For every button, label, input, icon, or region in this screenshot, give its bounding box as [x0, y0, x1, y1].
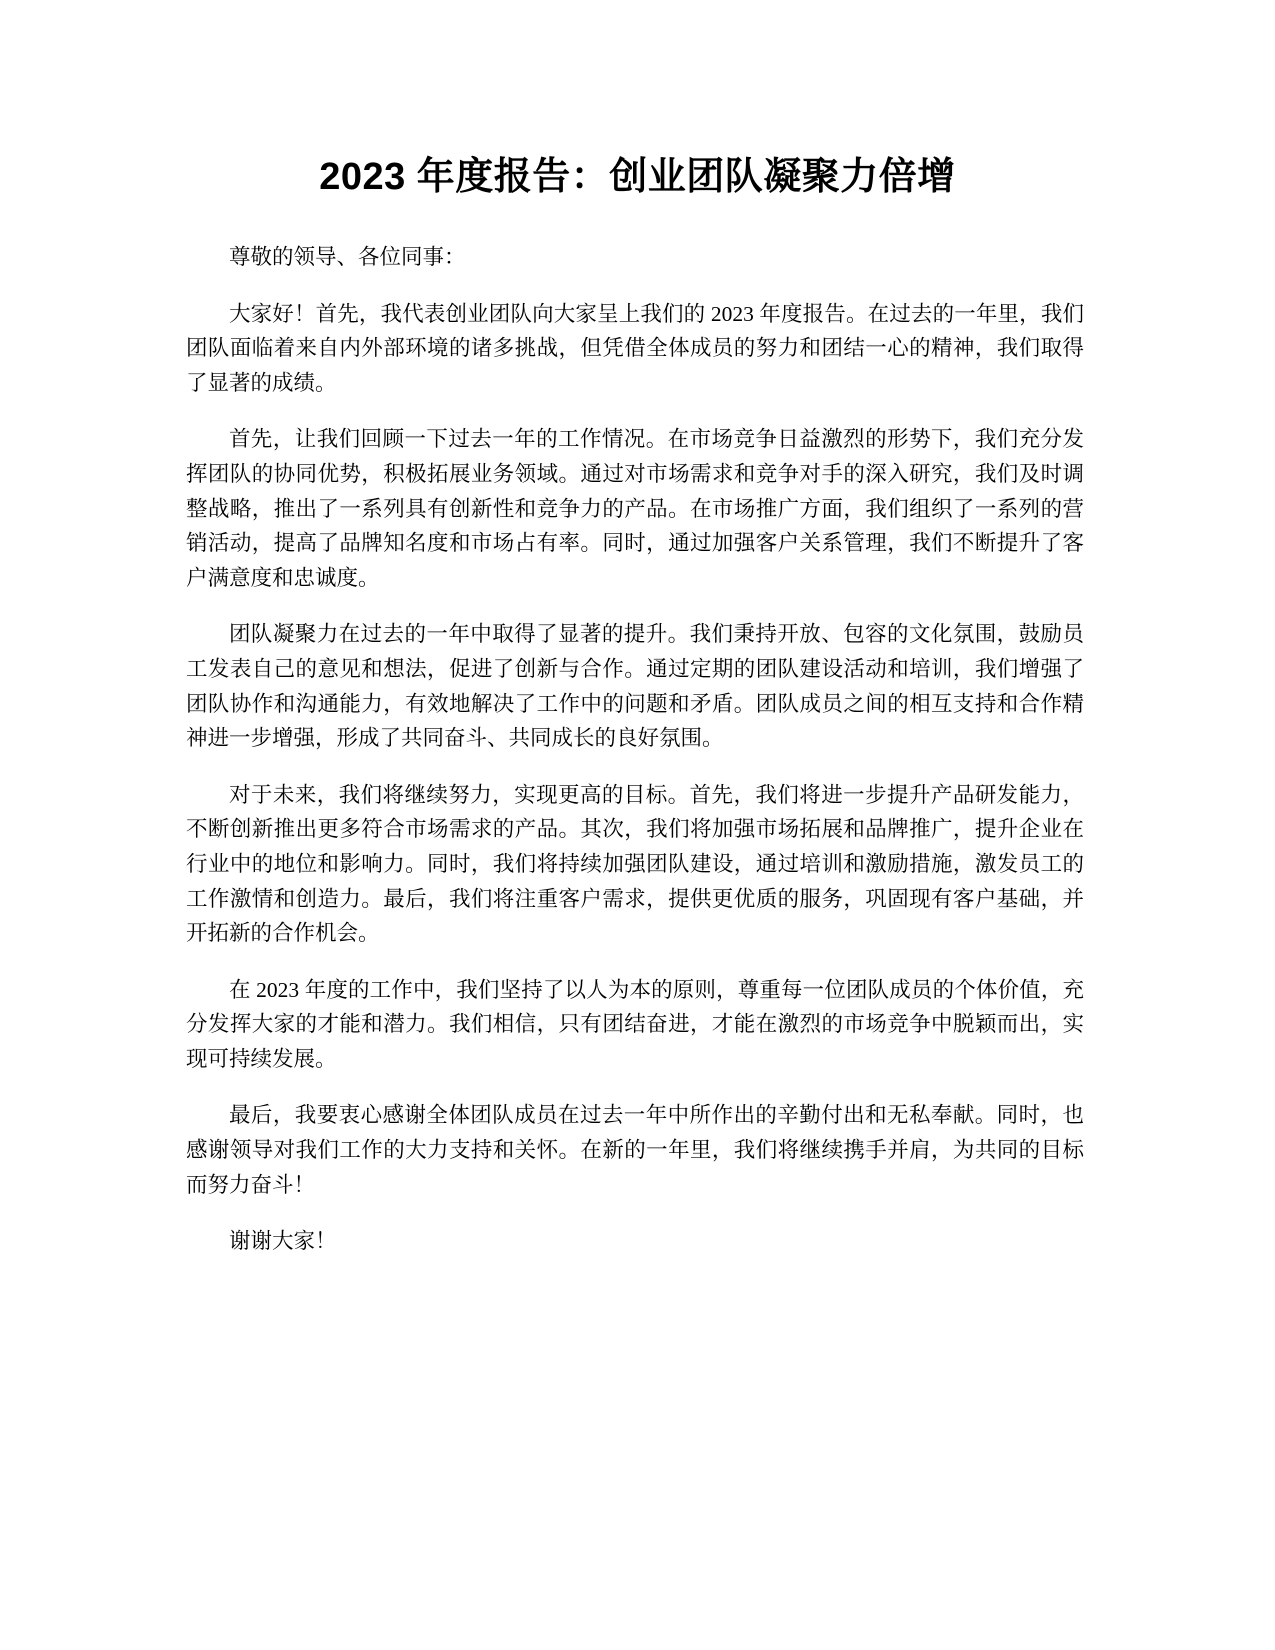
paragraph-closing: 谢谢大家！ — [229, 1229, 337, 1254]
document-body — [186, 240, 1084, 1281]
paragraph-future: 对于未来，我们将继续努力，实现更高的目标。首先，我们将进一步提升产品研发能力，不断创新推出更多符合市场需求的产品。其次，我们将加强市场拓展和品牌推广，提升企业在行业中的地位和影响力。同时，我们将持续加强团队建设，通过培训和激励措施，激发员工的工作激情和创造力。最后，我们将注重客户需求，提供更优质的服务，巩固现有客户基础，并开拓新的合作机会。 — [186, 782, 1084, 946]
paragraph-intro: 大家好！首先，我代表创业团队向大家呈上我们的 2023 年度报告。在过去的一年里，我们团队面临着来自内外部环境的诸多挑战，但凭借全体成员的努力和团结一心的精神，我们取得了显著的成绩。 — [186, 301, 1084, 395]
paragraph-cohesion: 团队凝聚力在过去的一年中取得了显著的提升。我们秉持开放、包容的文化氛围，鼓励员工发表自己的意见和想法，促进了创新与合作。通过定期的团队建设活动和培训，我们增强了团队协作和沟通能力，有效地解决了工作中的问题和矛盾。团队成员之间的相互支持和合作精神进一步增强，形成了共同奋斗、共同成长的良好氛围。 — [186, 622, 1084, 751]
paragraph-greeting: 尊敬的领导、各位同事： — [229, 245, 466, 269]
document-title: 2023 年度报告：创业团队凝聚力倍增 — [319, 156, 956, 198]
paragraph-review: 首先，让我们回顾一下过去一年的工作情况。在市场竞争日益激烈的形势下，我们充分发挥团队的协同优势，积极拓展业务领域。通过对市场需求和竞争对手的深入研究，我们及时调整战略，推出了一系列具有创新性和竞争力的产品。在市场推广方面，我们组织了一系列的营销活动，提高了品牌知名度和市场占有率。同时，通过加强客户关系管理，我们不断提升了客户满意度和忠诚度。 — [186, 427, 1084, 590]
paragraph-principles: 在 2023 年度的工作中，我们坚持了以人为本的原则，尊重每一位团队成员的个体价值，充分发挥大家的才能和潜力。我们相信，只有团结奋进，才能在激烈的市场竞争中脱颖而出，实现可持续发展。 — [186, 977, 1084, 1071]
paragraph-thanks: 最后，我要衷心感谢全体团队成员在过去一年中所作出的辛勤付出和无私奉献。同时，也感谢领导对我们工作的大力支持和关怀。在新的一年里，我们将继续携手并肩，为共同的目标而努力奋斗！ — [186, 1103, 1084, 1197]
